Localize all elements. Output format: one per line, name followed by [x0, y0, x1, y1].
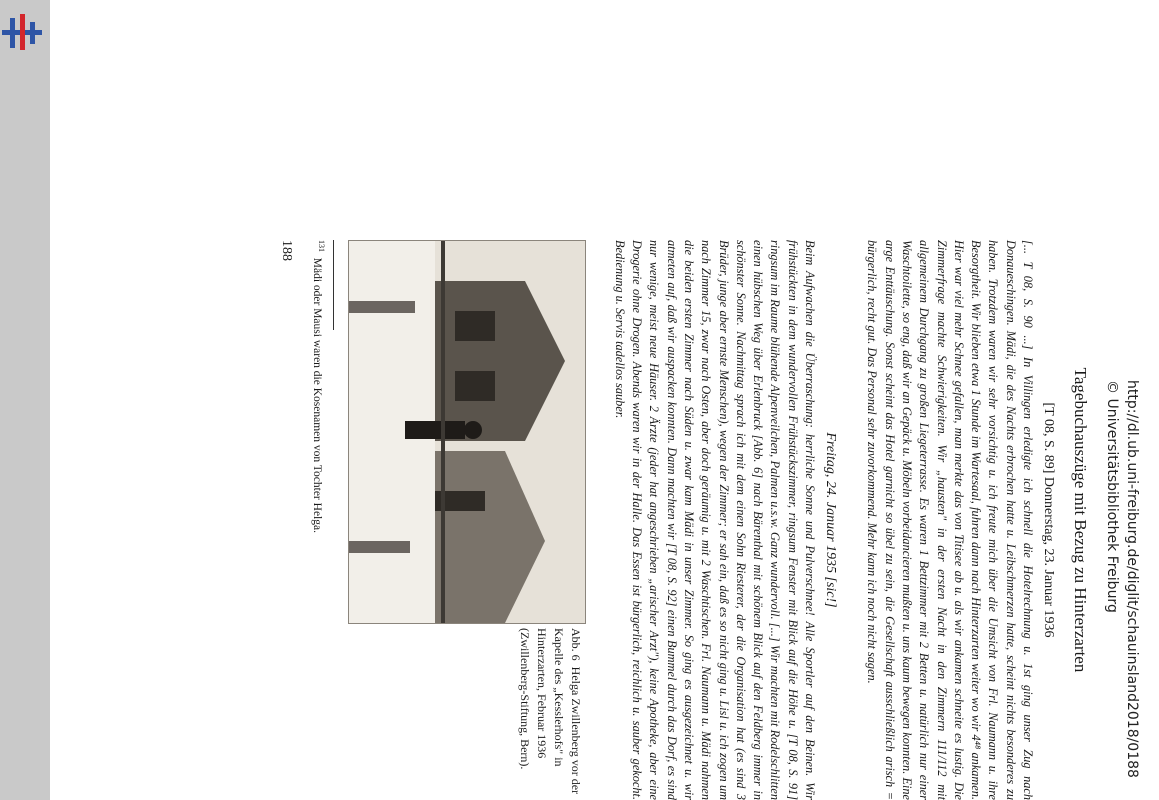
entry1-heading: [T 08, S. 89] Donnerstag, 23. Januar 1936 [1041, 402, 1056, 638]
footnote-rule [333, 240, 334, 330]
watermark [1086, 380, 1142, 800]
entry1-text: [... T 08, S. 90 ...] In Villingen erledigte ich schnell die Hotelrechnung u. 1st ging unser Zug nach Donaueschingen. Mädi, die des Nachts erbrochen hatte u. Leibschmerzen hatte, scheint nichts besonderes zu haben. Trotzdem waren wir sehr vorsichtig u. ich freute mich über die Umsicht von Frl. Naumann u. ihre Besorgtheit. Wir blieben etwa 1 Stunde im Wartesaal, fuhren dann nach Hinterzarten weiter wo wir 4⁴⁸ ankamen. Hier war viel mehr Schnee gefallen, man merkte das von Titisee ab u. als wir ankamen schneite es lustig. Die Zimmerfrage machte Schwierigkeiten. Wir „hausten" in der ersten Nacht in den Zimmern 111/112 mit allgemeinem Durchgang zu großen Liegeterrasse. Es waren 1 Bettzimmer mit 2 Betten u. natürlich nur einer Waschtoilette, so eng, daß wir an Gepäck u. Möbeln vorbeidancieren mußten u. uns kaum bewegen konnten. Eine arge Enttäuschung. Sonst scheint das Hotel garnicht so übel zu sein, die Gesellschaft ausschließlich arisch = bürgerlich, recht gut. Das Personal sehr zuvorkommend. Mehr kann ich noch nicht sagen. [865, 240, 1035, 800]
logo-bar-vertical-red [20, 14, 25, 50]
figure-label: Abb. 6 [569, 628, 583, 661]
watermark-url[interactable]: http://dl.ub.uni-freiburg.de/diglit/schauinsland2018/0188 [1124, 380, 1140, 778]
figure-caption [516, 628, 584, 796]
entry2-heading: Freitag, 24. Januar 1935 [sic!] [823, 432, 838, 608]
logo-bar-vertical-2 [30, 22, 35, 44]
page-number: 188 [279, 240, 294, 261]
entry2-text: Beim Aufwachen die Überraschung: herrliche Sonne und Pulverschnee! Alle Sportler auf den Beinen. Wir frühstückten in dem wundervollen Frühstückszimmer, ringsum Fenster mit Blick auf die Höhe u. [T 08, S. 91] ringsum im Raume blühende Alpenveilchen, Palmen u.s.w. Ganz wundervoll. [...] Wir machten mit Rodelschlitten einen hübschen Weg über Erlenbruck [Abb. 6] nach Bärenthal mit schönem Blick auf den Feldberg immer in schönster Sonne. Nachmittag sprach ich mit dem einen Sohn Riesterer, der die Organisation hat (es sind 3 Brüder, junge aber ernste Menschen), wegen der Zimmer; er sah ein, daß es so nicht ging u. Lisl u. ich zogen um nach Zimmer 15, zwar nach Osten, aber doch geräumig u. mit 2 Waschtischen. Frl. Naumann u. Mädi nahmen die beiden ersten Zimmer nach Süden u. zwar kam Mädi in unser Zimmer. So ging es ausgezeichnet u. wir atmeten auf, daß wir auspacken konnten. Dann machten wir [T 08, S. 92] einen Bummel durch das Dorf, es sind nur wenige, meist neue Häuser. 2 Ärzte (jeder hat angeschrieben „arischer Arzt"), keine Apotheke, aber eine Drogerie ohne Drogen. Abends waren wir in der Halle. Das Essen ist bürgerlich, reichlich u. sauber gekocht. Bedienung u. Servis tadellos sauber. [612, 240, 817, 800]
figure-caption-text: Helga Zwillenberg vor der Kapelle des „Kesslerhofs" in Hinterzarten, Februar 1936 (Zwillenberg-Stiftung, Bern). [518, 628, 583, 795]
watermark-copyright: © Universitätsbibliothek Freiburg [1104, 380, 1120, 613]
page-title: Tagebuchauszüge mit Bezug zu Hinterzarten [1071, 367, 1090, 673]
logo-bar-vertical-1 [10, 18, 15, 48]
viewer-sidebar [0, 0, 50, 800]
photo-illustration [349, 241, 585, 623]
ub-logo[interactable] [0, 12, 48, 52]
rotated-book-page [134, 240, 1094, 800]
footnote-text: Mädi oder Mausi waren die Kosenamen von Tochter Helga. [311, 257, 324, 533]
footnote-mark: 131 [317, 240, 326, 252]
historic-photo [348, 240, 586, 624]
document-page [50, 0, 1159, 800]
footnote [311, 240, 326, 800]
